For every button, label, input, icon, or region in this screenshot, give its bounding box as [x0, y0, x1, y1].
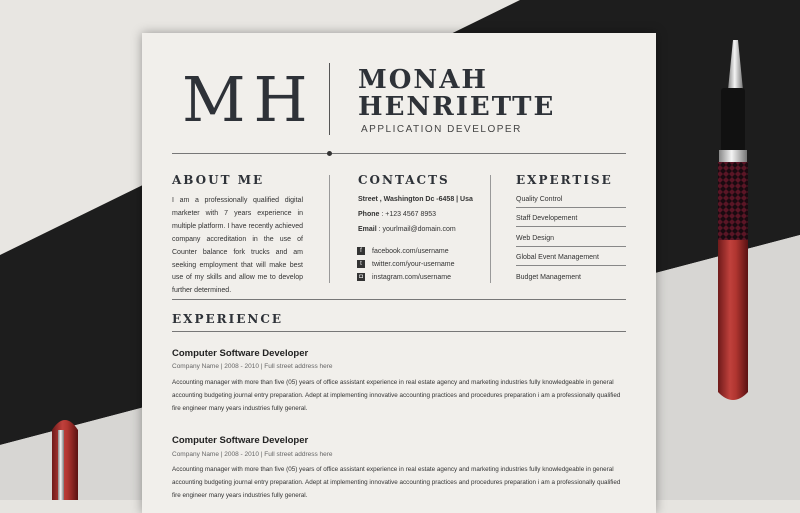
social-text: facebook.com/username — [372, 247, 449, 255]
full-name — [358, 67, 555, 121]
divider — [329, 175, 330, 283]
experience-heading: EXPERIENCE — [172, 312, 284, 326]
expertise-item: Budget Management — [516, 274, 581, 281]
job-description: Accounting manager with more than five (05) years of office assistant experience in real estate agency and marketing industries fully knowledgeable in general accounting budgeting journal entry preparation. Adept at implementing innovative accounting practices and procedures preparation i am a professionally qualified fire engineer many years industries fully general. — [172, 379, 621, 412]
email — [358, 226, 456, 233]
phone-value: : +123 4567 8953 — [379, 211, 437, 218]
fountain-pen — [718, 40, 748, 400]
facebook-icon: f — [357, 247, 365, 255]
job-meta: Company Name | 2008 - 2010 | Full street address here — [172, 451, 333, 458]
name-line2: HENRIETTE — [358, 92, 556, 122]
name-line1: MONAH — [358, 65, 488, 95]
expertise-item: Staff Developement — [516, 215, 626, 227]
email-value: : yourlmail@domain.com — [376, 226, 456, 233]
divider — [172, 331, 626, 332]
email-label: Email — [358, 226, 377, 233]
phone-label: Phone — [358, 211, 380, 218]
about-heading: ABOUT ME — [172, 173, 265, 187]
divider — [329, 63, 330, 135]
expertise-heading: EXPERTISE — [516, 173, 613, 187]
expertise-item: Quality Control — [516, 196, 626, 208]
job-title: Computer Software Developer — [172, 348, 309, 359]
job-role: APPLICATION DEVELOPER — [361, 124, 522, 135]
about-text: I am a professionally qualified digital marketer with 7 years experience in multiple platform. I have recently achieved company accreditation in the use of Counter balance fork trucks and am seeking employment that will make best use of my skills and allow me to develop further determined. — [172, 197, 303, 295]
expertise-item: Web Design — [516, 235, 626, 247]
job-description: Accounting manager with more than five (05) years of office assistant experience in real estate agency and marketing industries fully knowledgeable in general accounting budgeting journal entry preparation. Adept at implementing innovative accounting practices and procedures preparation i am a professionally qualified fire engineer many years industries fully general. — [172, 466, 621, 499]
instagram-icon: ◘ — [357, 273, 365, 281]
social-twitter[interactable] — [357, 260, 454, 268]
address: Street , Washington Dc -6458 | Usa — [358, 196, 473, 203]
divider-dot — [327, 151, 332, 156]
job-title: Computer Software Developer — [172, 435, 309, 446]
resume-page — [142, 33, 656, 513]
expertise-item: Global Event Management — [516, 254, 626, 266]
contacts-heading: CONTACTS — [358, 173, 450, 187]
divider — [172, 153, 626, 154]
social-instagram[interactable] — [357, 273, 451, 281]
divider — [172, 299, 626, 300]
social-facebook[interactable] — [357, 247, 449, 255]
social-text: twitter.com/your-username — [372, 260, 455, 268]
pen-bottom-left — [52, 420, 78, 500]
job-meta: Company Name | 2008 - 2010 | Full street address here — [172, 363, 333, 370]
divider — [490, 175, 491, 283]
social-text: instagram.com/username — [372, 273, 451, 281]
twitter-icon: t — [357, 260, 365, 268]
phone — [358, 211, 436, 218]
monogram: MH — [182, 63, 316, 136]
